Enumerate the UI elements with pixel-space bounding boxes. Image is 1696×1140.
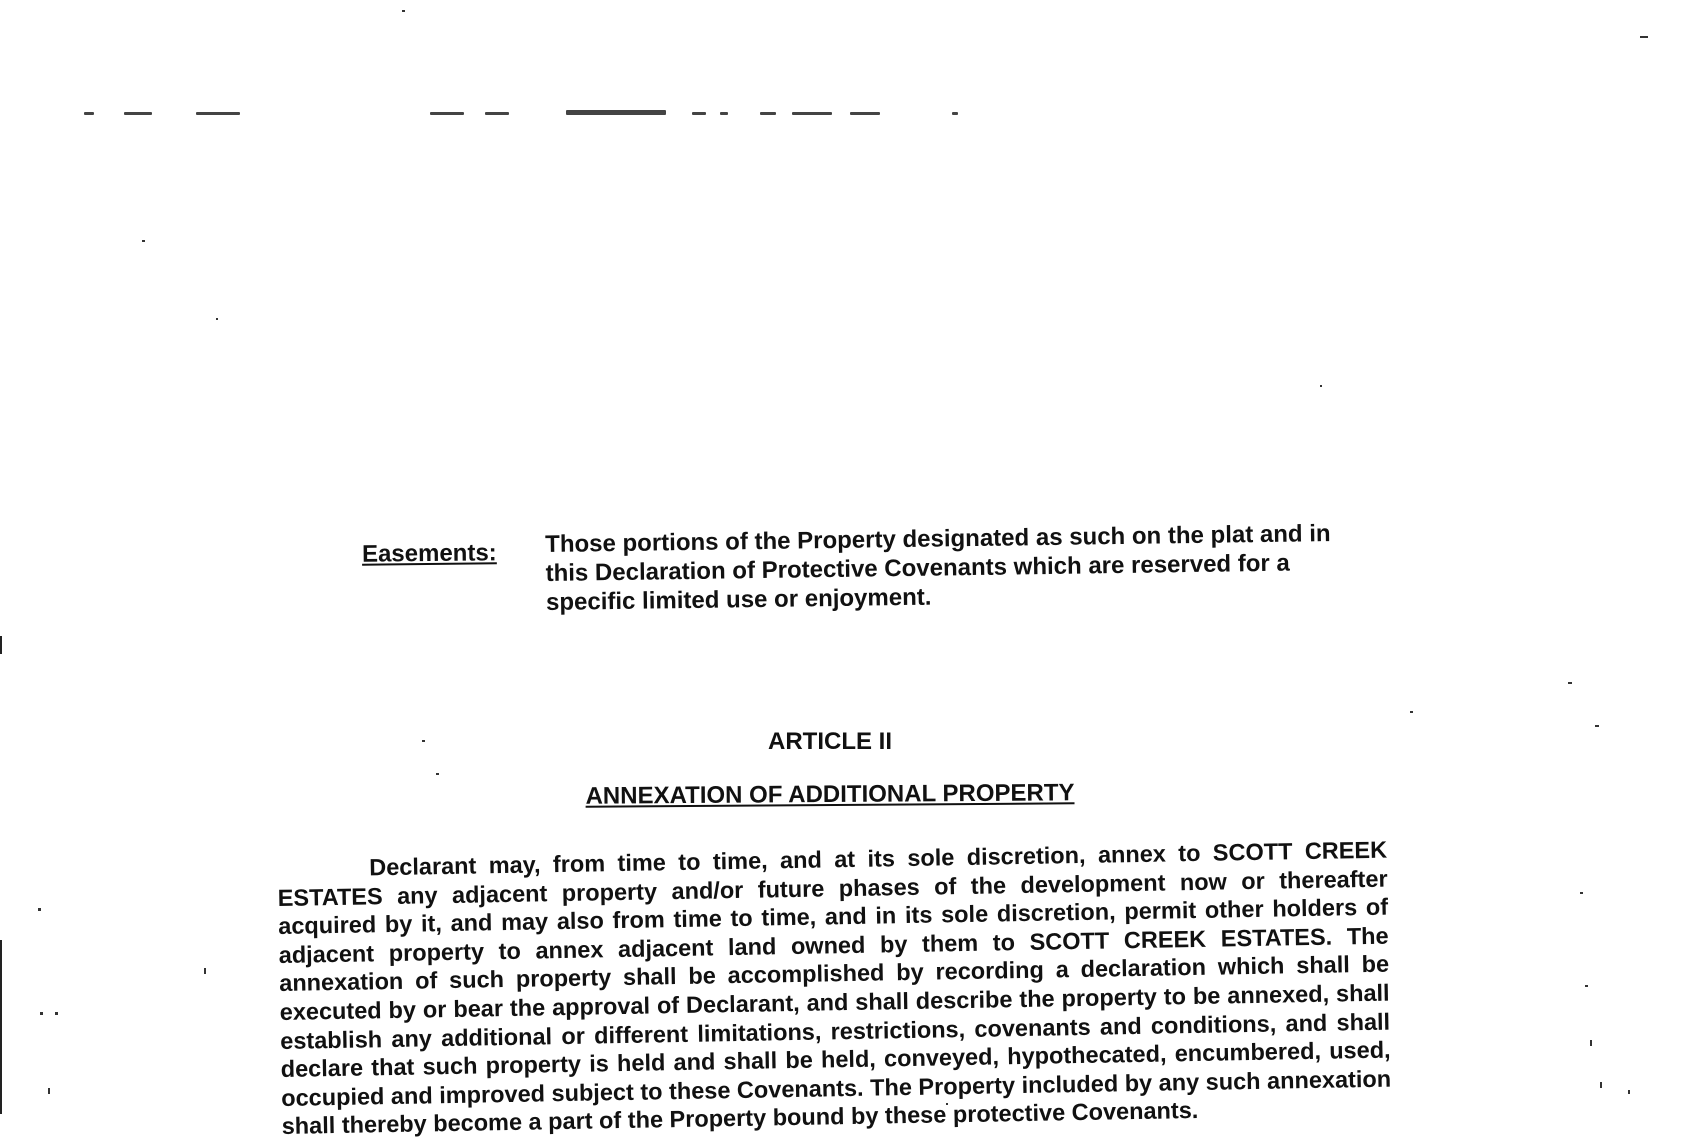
article-paragraph: Declarant may, from time to time, and at its sole discretion, annex to SCOTT CREEK ESTATES any adjacent property and/or future phases of the development now or thereafter acquired by it, and may also from time to time, and in its sole discretion, permit other holders of adjacent property to annex adjacent land owned by them to SCOTT CREEK ESTATES. The annexation of such property shall be accomplished by recording a declaration which shall be executed by or bear the approval of Declarant, and shall describe the property to be annexed, shall establish any additional or different limitations, restrictions, covenants and conditions, and shall declare that such property is held and shall be held, conveyed, hypothecated, encumbered, used, occupied and improved subject to these Covenants. The Property included by any such annexation shall thereby become a part of the Property bound by these protective Covenants. [277,836,1392,1139]
definition-term: Easements: [361,539,497,568]
scan-speck [402,10,405,12]
scan-speck [1640,36,1648,38]
scan-speck [1568,682,1572,684]
scan-speck [142,240,145,242]
scan-speck [55,1012,58,1015]
scan-edge-mark [0,940,2,1114]
scan-speck [38,908,41,911]
scan-speck [1590,1040,1592,1046]
scan-header-noise [80,108,960,122]
scan-speck [48,1088,50,1094]
article-title: ANNEXATION OF ADDITIONAL PROPERTY [585,779,1075,810]
scan-edge-mark [0,636,2,654]
scan-speck [40,1012,43,1015]
scan-speck [216,318,218,320]
scan-speck [1628,1090,1630,1094]
scan-speck [1595,725,1599,727]
article-number: ARTICLE II [768,728,892,755]
scan-speck [1580,892,1583,894]
scan-speck [1600,1082,1602,1088]
scan-speck [204,968,206,974]
scan-speck [436,773,439,775]
scan-speck [1585,985,1588,987]
definition-text: Those portions of the Property designated as such on the plat and in this Declaration of Protective Covenants which are reserved for a specific limited use or enjoyment. [545,520,1331,616]
scan-speck [1410,711,1413,713]
scan-speck [1320,385,1322,387]
